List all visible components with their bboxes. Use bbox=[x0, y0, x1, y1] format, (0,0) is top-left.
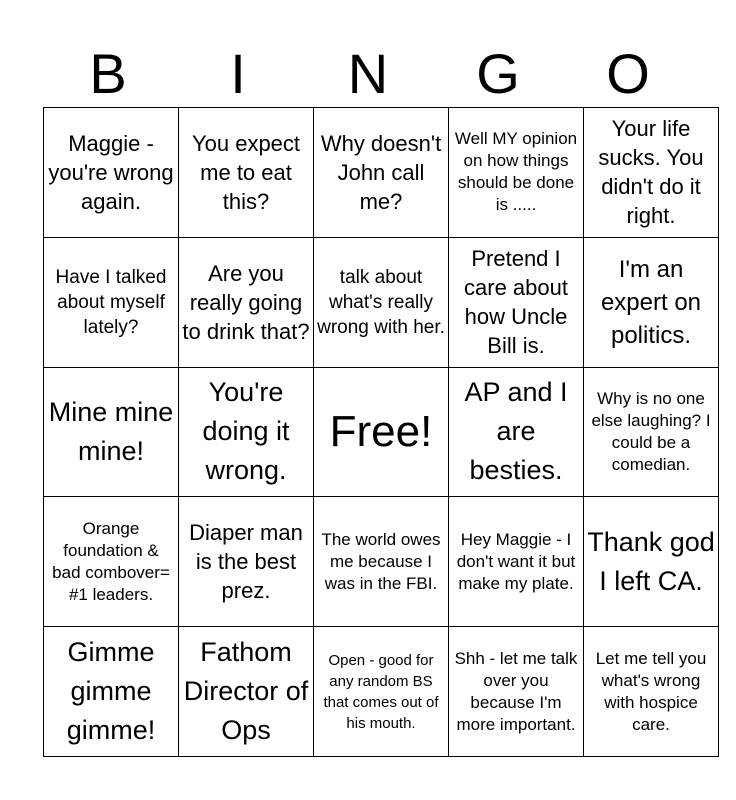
bingo-cell[interactable]: Orange foundation & bad combover= #1 leaders. bbox=[44, 497, 179, 627]
bingo-cell[interactable]: Thank god I left CA. bbox=[584, 497, 719, 627]
bingo-cell[interactable]: Your life sucks. You didn't do it right. bbox=[584, 108, 719, 238]
bingo-cell[interactable]: Why is no one else laughing? I could be a comedian. bbox=[584, 367, 719, 497]
bingo-cell[interactable]: Mine mine mine! bbox=[44, 367, 179, 497]
bingo-row bbox=[44, 367, 719, 497]
bingo-cell[interactable]: The world owes me because I was in the FBI. bbox=[314, 497, 449, 627]
bingo-cell[interactable]: talk about what's really wrong with her. bbox=[314, 237, 449, 367]
bingo-cell[interactable]: Shh - let me talk over you because I'm more important. bbox=[449, 627, 584, 757]
bingo-cell[interactable]: Why doesn't John call me? bbox=[314, 108, 449, 238]
bingo-row bbox=[44, 108, 719, 238]
header-letter-i: I bbox=[230, 42, 246, 105]
bingo-cell[interactable]: Open - good for any random BS that comes out of his mouth. bbox=[314, 627, 449, 757]
bingo-cell[interactable]: Let me tell you what's wrong with hospice care. bbox=[584, 627, 719, 757]
header-letter-o: O bbox=[606, 42, 650, 105]
bingo-cell[interactable]: You expect me to eat this? bbox=[179, 108, 314, 238]
bingo-cell[interactable]: You're doing it wrong. bbox=[179, 367, 314, 497]
bingo-cell[interactable]: Gimme gimme gimme! bbox=[44, 627, 179, 757]
header-letter-g: G bbox=[476, 42, 520, 105]
bingo-cell[interactable]: Are you really going to drink that? bbox=[179, 237, 314, 367]
header-letter-b: B bbox=[89, 42, 127, 105]
bingo-cell[interactable]: AP and I are besties. bbox=[449, 367, 584, 497]
bingo-cell[interactable]: Pretend I care about how Uncle Bill is. bbox=[449, 237, 584, 367]
header-letter-n: N bbox=[347, 42, 389, 105]
bingo-row bbox=[44, 237, 719, 367]
bingo-cell[interactable]: Well MY opinion on how things should be done is ..... bbox=[449, 108, 584, 238]
bingo-cell[interactable]: I'm an expert on politics. bbox=[584, 237, 719, 367]
bingo-row bbox=[44, 627, 719, 757]
bingo-cell[interactable]: Maggie - you're wrong again. bbox=[44, 108, 179, 238]
bingo-cell[interactable]: Diaper man is the best prez. bbox=[179, 497, 314, 627]
bingo-cell[interactable]: Hey Maggie - I don't want it but make my plate. bbox=[449, 497, 584, 627]
bingo-header bbox=[43, 42, 693, 106]
bingo-card bbox=[43, 107, 719, 757]
bingo-row bbox=[44, 497, 719, 627]
bingo-cell[interactable]: Have I talked about myself lately? bbox=[44, 237, 179, 367]
bingo-cell[interactable]: Fathom Director of Ops bbox=[179, 627, 314, 757]
bingo-cell-free[interactable]: Free! bbox=[314, 367, 449, 497]
